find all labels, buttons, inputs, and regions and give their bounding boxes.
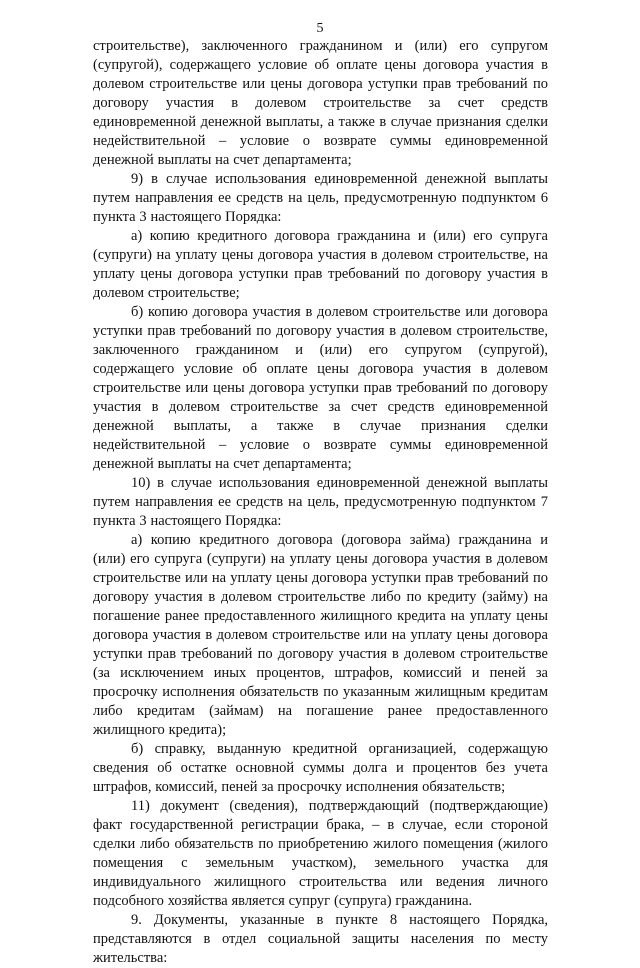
paragraph-item-9a: а) копию кредитного договора гражданина и (или) его супруга (супруги) на уплату цены договора участия в долевом строительстве, на уплату цены договора уступки прав требований по договору участия в долевом строительстве; [93,228,548,301]
paragraph-item-11: 11) документ (сведения), подтверждающий (подтверждающие) факт государственной регистрации брака, – в случае, если стороной сделки либо обязательств по приобретению жилого помещения (жилого помещения с земельным участком), земельного участка для индивидуального жилищного строительства или ведения личного подсобного хозяйства является супруг (супруга) гражданина. [93,798,548,909]
paragraph-continuation: строительстве), заключенного гражданином и (или) его супругом (супругой), содержащего условие об оплате цены договора участия в долевом строительстве или цены договора уступки прав требований по договору участия в долевом строительстве за счет средств единовременной денежной выплаты, а также в случае признания сделки недействительной – условие о возврате суммы единовременной денежной выплаты на счет департамента; [93,38,548,168]
paragraph-item-9b: б) копию договора участия в долевом строительстве или договора уступки прав требований по договору участия в долевом строительстве, заключенного гражданином и (или) его супругом (супругой), содержащего условие об оплате цены договора участия в долевом строительстве или цены договора уступки прав требований по договору участия в долевом строительстве за счет средств единовременной денежной выплаты, а также в случае признания сделки недействительной – условие о возврате суммы единовременной денежной выплаты на счет департамента; [93,304,548,472]
paragraph-item-10: 10) в случае использования единовременной денежной выплаты путем направления ее средств на цель, предусмотренную подпунктом 7 пункта 3 настоящего Порядка: [93,475,548,529]
paragraph-item-10a: а) копию кредитного договора (договора займа) гражданина и (или) его супруга (супруги) на уплату цены договора участия в долевом строительстве или на уплату цены договора уступки прав требований по договору участия в долевом строительстве либо по кредиту (займу) на погашение ранее предоставленного жилищного кредита на уплату цены договора участия в долевом строительстве или на уплату цены договора уступки прав требований по договору участия в долевом строительстве (за исключением иных процентов, штрафов, комиссий и пеней за просрочку исполнения обязательств по указанным жилищным кредитам либо кредитам (займам) на погашение ранее предоставленного жилищного кредита); [93,532,548,738]
document-body [93,37,548,968]
paragraph-item-10b: б) справку, выданную кредитной организацией, содержащую сведения об остатке основной суммы долга и процентов без учета штрафов, комиссий, пеней за просрочку исполнения обязательств; [93,741,548,795]
page-number: 5 [316,21,324,36]
paragraph-section-9: 9. Документы, указанные в пункте 8 настоящего Порядка, представляются в отдел социальной защиты населения по месту жительства: [93,912,548,966]
paragraph-item-9: 9) в случае использования единовременной денежной выплаты путем направления ее средств на цель, предусмотренную подпунктом 6 пункта 3 настоящего Порядка: [93,171,548,225]
